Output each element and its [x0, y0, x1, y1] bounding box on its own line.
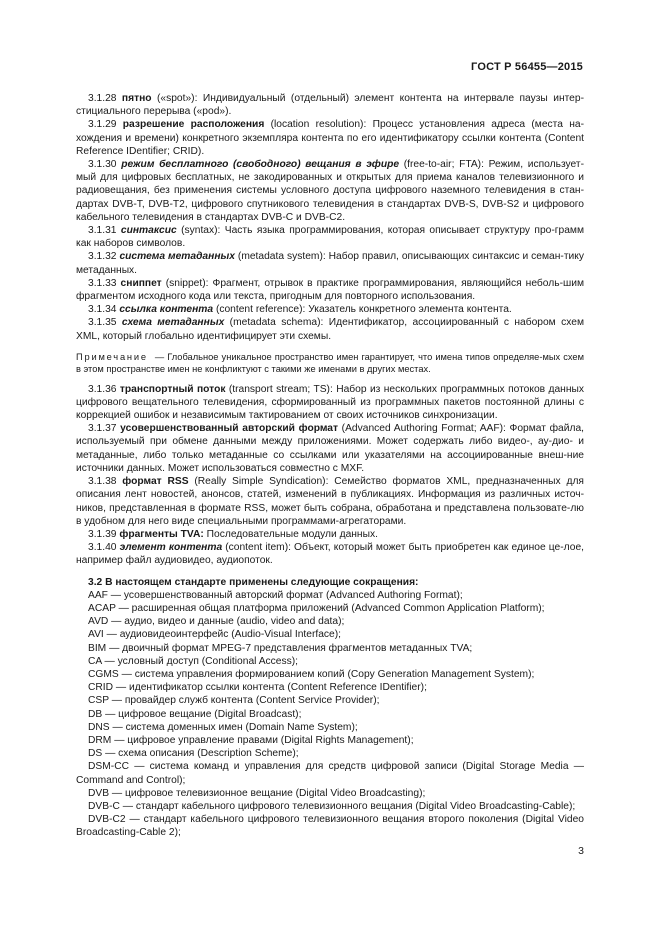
definition-text: (metadata system): Набор правил, описывающих синтаксис и семан-тику метаданных. — [76, 251, 584, 276]
abbreviation-item: CGMS — система управления формированием копий (Copy Generation Management System); — [88, 668, 535, 680]
definition-item — [76, 250, 584, 276]
definition-text: (location resolution): Процесс установления адреса (места на-хождения и времени) конкретного экземпляра контента по его идентификатору ссылки контента (Content Reference IDentifier; CRID). — [76, 119, 584, 157]
abbreviation-item: DB — цифровое вещание (Digital Broadcast); — [88, 708, 302, 720]
definition-term: схема метаданных — [121, 317, 225, 329]
definition-term: режим бесплатного (свободного) вещания в эфире — [121, 159, 400, 171]
abbreviation-item: DVB-C — стандарт кабельного цифрового телевизионного вещания (Digital Video Broadcasting-Cable); — [88, 800, 576, 812]
definition-item — [76, 475, 584, 528]
abbreviation-item: DNS — система доменных имен (Domain Name System); — [88, 721, 358, 733]
definition-text: («spot»): Индивидуальный (отдельный) элемент контента на интервале паузы интер-стициального перерыва («pod»). — [76, 93, 584, 118]
definition-term: формат RSS — [122, 476, 189, 488]
definition-number: 3.1.37 — [88, 423, 117, 435]
document-body — [76, 92, 584, 840]
definition-text: (snippet): Фрагмент, отрывок в практике программирования, являющийся неболь-шим фрагментом исходного кода или текста, пригодным для повторного использования. — [76, 277, 584, 303]
definition-item — [76, 541, 584, 567]
definition-term: сниппет — [120, 277, 162, 289]
definition-number: 3.1.31 — [88, 225, 117, 237]
definition-number: 3.1.29 — [88, 119, 117, 131]
definition-number: 3.1.28 — [88, 93, 117, 104]
definition-number: 3.1.38 — [88, 476, 117, 488]
definition-text: (free-to-air; FTA): Режим, использует-мый для цифровых бесплатных, не закодированных и открытых для приема каналов телевизионного и радиовещания, без применения системы условного доступа цифрового наземного телевидения в стан-дартах DVB-T, DVB-T2, цифрового спутникового телевидения в стандартах DVB-S, DVB-S2 и цифрового кабельного телевидения в стандартах DVB-C и DVB-C2. — [76, 159, 585, 223]
definition-number: 3.1.33 — [88, 277, 117, 289]
section-heading: 3.2 В настоящем стандарте применены следующие сокращения: — [88, 576, 419, 588]
definitions-list — [76, 92, 584, 343]
definition-item — [76, 158, 584, 224]
definition-item — [76, 422, 584, 475]
definition-number: 3.1.30 — [88, 159, 117, 171]
definition-term: система метаданных — [119, 251, 235, 263]
note-text: — Глобальное уникальное пространство имен гарантирует, что имена типов определяе-мых схем в этом пространстве имен не конфликтуют с такими же именами в других местах. — [76, 351, 584, 375]
definition-term: синтаксис — [120, 225, 177, 237]
definition-term: элемент контента — [119, 542, 223, 554]
definitions-list-2 — [76, 383, 584, 568]
definition-item — [76, 528, 584, 541]
abbreviation-item: ACAP — расширенная общая платформа приложений (Advanced Common Application Platform); — [88, 602, 545, 614]
abbreviation-item: AVI — аудиовидеоинтерфейс (Audio-Visual Interface); — [88, 629, 342, 641]
definition-item — [76, 277, 584, 303]
definition-term: фрагменты TVA: — [119, 528, 204, 540]
document-id-header: ГОСТ Р 56455—2015 — [471, 61, 583, 73]
definition-text: (Really Simple Syndication): Семейство форматов XML, предназначенных для описания лент новостей, анонсов, статей, изменений в публикациях. Информация из различных источ-ников, представленная в формате RSS, может быть собрана, обработана и представлена пользовате-лю в удобном для него виде специальными программами-агрегаторами. — [76, 476, 584, 527]
definition-term: усовершенствованный авторский формат — [120, 423, 339, 435]
definition-term: ссылка контента — [119, 304, 214, 316]
definition-item — [76, 224, 584, 250]
abbreviation-item: DVB — цифровое телевизионное вещание (Digital Video Broadcasting); — [88, 787, 426, 799]
definition-text: (metadata schema): Идентификатор, ассоциированный с набором схем XML, который глобально идентифицирует эти схемы. — [76, 317, 585, 342]
note-label: Примечание — [76, 351, 148, 362]
definition-item — [76, 118, 584, 158]
definition-number: 3.1.35 — [88, 317, 117, 329]
abbreviation-item: AVD — аудио, видео и данные (audio, video and data); — [88, 616, 345, 628]
page-number: 3 — [578, 845, 584, 857]
definition-number: 3.1.32 — [88, 251, 117, 263]
definition-text: (transport stream; TS): Набор из нескольких программных потоков данных цифрового вещательного телевидения, сформированный из программных пакетов постоянной длины с коррекцией ошибок и независимым тактированием от своих источников синхронизации. — [76, 383, 584, 422]
definition-number: 3.1.36 — [88, 383, 117, 395]
definition-text: (syntax): Часть языка программирования, которая описывает структуру про-грамм как наборов символов. — [76, 225, 585, 250]
definition-item — [76, 92, 584, 118]
definition-item — [76, 303, 584, 316]
abbreviation-item: CSP — провайдер служб контента (Content Service Provider); — [88, 695, 380, 707]
definition-text: (content reference): Указатель конкретного элемента контента. — [213, 304, 512, 316]
definition-item — [76, 383, 584, 423]
abbreviation-item: DVB-C2 — стандарт кабельного цифрового телевизионного вещания второго поколения (Digital Video Broadcasting-Cable 2); — [76, 814, 584, 839]
definition-text: (content item): Объект, который может быть приобретен как единое це-лое, например файл аудиовидео, аудиопоток. — [76, 542, 584, 567]
abbreviation-item: CRID — идентификатор ссылки контента (Content Reference IDentifier); — [88, 682, 427, 694]
definition-item — [76, 316, 584, 342]
definition-term: пятно — [121, 93, 152, 104]
abbreviation-item: AAF — усовершенствованный авторский формат (Advanced Authoring Format); — [88, 589, 463, 601]
abbreviation-item: CA — условный доступ (Conditional Access); — [88, 655, 299, 667]
abbreviations-list — [76, 589, 584, 840]
definition-number: 3.1.34 — [88, 304, 117, 316]
definition-number: 3.1.40 — [88, 542, 117, 554]
definition-text: Последовательные модули данных. — [203, 528, 378, 540]
abbreviation-item: DSM-CC — система команд и управления для средств цифровой записи (Digital Storage Media — Command and Control); — [76, 761, 584, 786]
abbreviation-item: BIM — двоичный формат MPEG-7 представления фрагментов метаданных TVA; — [88, 642, 473, 654]
definition-term: разрешение расположения — [122, 119, 265, 131]
definition-number: 3.1.39 — [88, 528, 117, 540]
abbreviation-item: DS — схема описания (Description Scheme); — [88, 748, 299, 760]
definition-text: (Advanced Authoring Format; AAF): Формат файла, используемый при обмене данными между приложениями. Может содержать либо видео-, ау-дио- и метаданные, либо только метаданные со ссылками или указателями на ассоциированные внеш-ние источники данных. Может использоваться совместно с MXF. — [76, 423, 585, 474]
note-paragraph — [76, 351, 584, 376]
abbreviation-item: DRM — цифровое управление правами (Digital Rights Management); — [88, 734, 414, 746]
definition-term: транспортный поток — [119, 383, 226, 395]
